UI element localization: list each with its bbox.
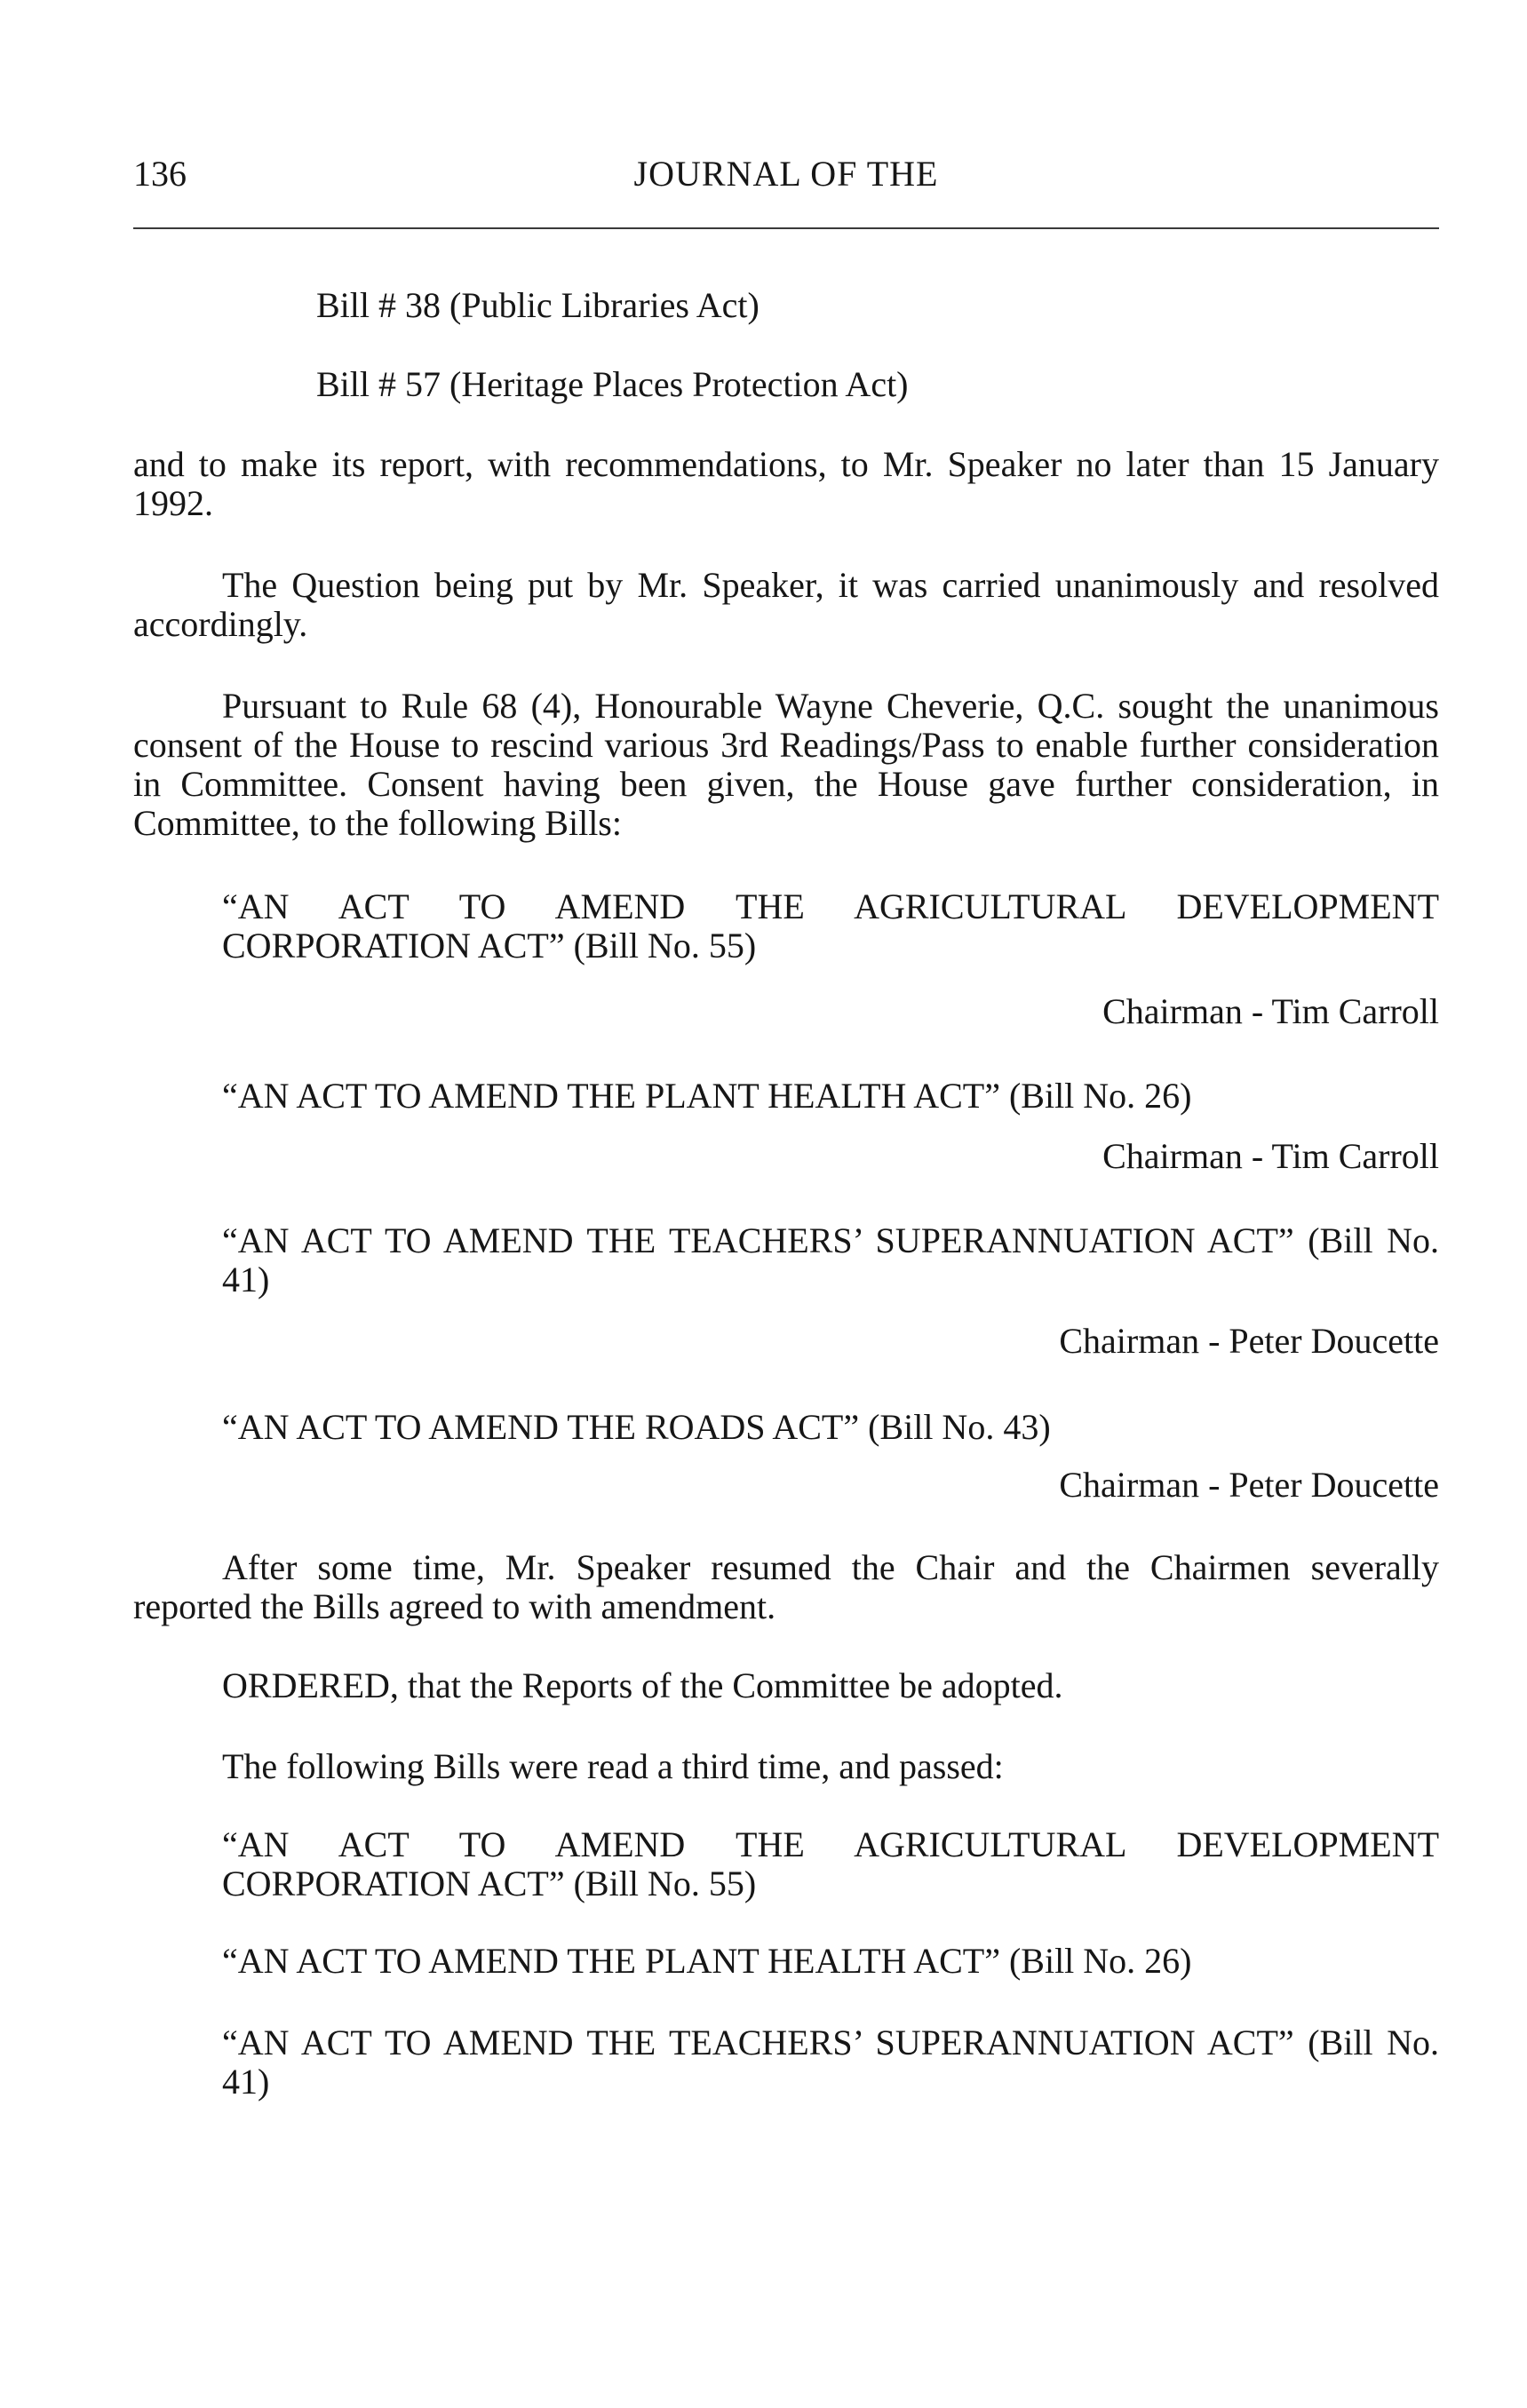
question-carried-paragraph: The Question being put by Mr. Speaker, it was carried unanimously and resolved accordingly. <box>133 565 1439 644</box>
committee-bill-55-title: “AN ACT TO AMEND THE AGRICULTURAL DEVELOPMENT CORPORATION ACT” (Bill No. 55) <box>222 886 1439 966</box>
page-header <box>133 153 1439 206</box>
header-divider <box>133 227 1439 229</box>
committee-bill-26-title: “AN ACT TO AMEND THE PLANT HEALTH ACT” (Bill No. 26) <box>222 1076 1192 1116</box>
committee-bill-41-title: “AN ACT TO AMEND THE TEACHERS’ SUPERANNUATION ACT” (Bill No. 41) <box>222 1220 1439 1299</box>
passed-bill-55: “AN ACT TO AMEND THE AGRICULTURAL DEVELOPMENT CORPORATION ACT” (Bill No. 55) <box>222 1824 1439 1903</box>
committee-bill-55-chairman: Chairman - Tim Carroll <box>1102 991 1439 1031</box>
speaker-resumed-paragraph: After some time, Mr. Speaker resumed the Chair and the Chairmen severally reported the Bills agreed to with amendment. <box>133 1547 1439 1626</box>
report-instruction-paragraph: and to make its report, with recommendations, to Mr. Speaker no later than 15 January 1992. <box>133 444 1439 523</box>
referred-bill-38: Bill # 38 (Public Libraries Act) <box>316 285 760 325</box>
page-number: 136 <box>133 154 187 194</box>
rule-68-paragraph: Pursuant to Rule 68 (4), Honourable Wayne Cheverie, Q.C. sought the unanimous consent of the House to rescind various 3rd Readings/Pass to enable further consideration in Committee. Consent having been given, the House gave further consideration, in Committee, to the following Bills: <box>133 686 1439 843</box>
committee-bill-26-chairman: Chairman - Tim Carroll <box>1102 1136 1439 1176</box>
committee-bill-41-chairman: Chairman - Peter Doucette <box>1059 1321 1439 1361</box>
running-title: JOURNAL OF THE <box>633 154 939 194</box>
passed-bill-41: “AN ACT TO AMEND THE TEACHERS’ SUPERANNUATION ACT” (Bill No. 41) <box>222 2023 1439 2102</box>
passed-bill-26: “AN ACT TO AMEND THE PLANT HEALTH ACT” (Bill No. 26) <box>222 1941 1192 1981</box>
referred-bill-57: Bill # 57 (Heritage Places Protection Act) <box>316 364 909 404</box>
ordered-paragraph: ORDERED, that the Reports of the Committee be adopted. <box>222 1665 1063 1705</box>
third-reading-intro: The following Bills were read a third time, and passed: <box>222 1746 1004 1786</box>
committee-bill-43-chairman: Chairman - Peter Doucette <box>1059 1465 1439 1505</box>
committee-bill-43-title: “AN ACT TO AMEND THE ROADS ACT” (Bill No. 43) <box>222 1407 1051 1447</box>
